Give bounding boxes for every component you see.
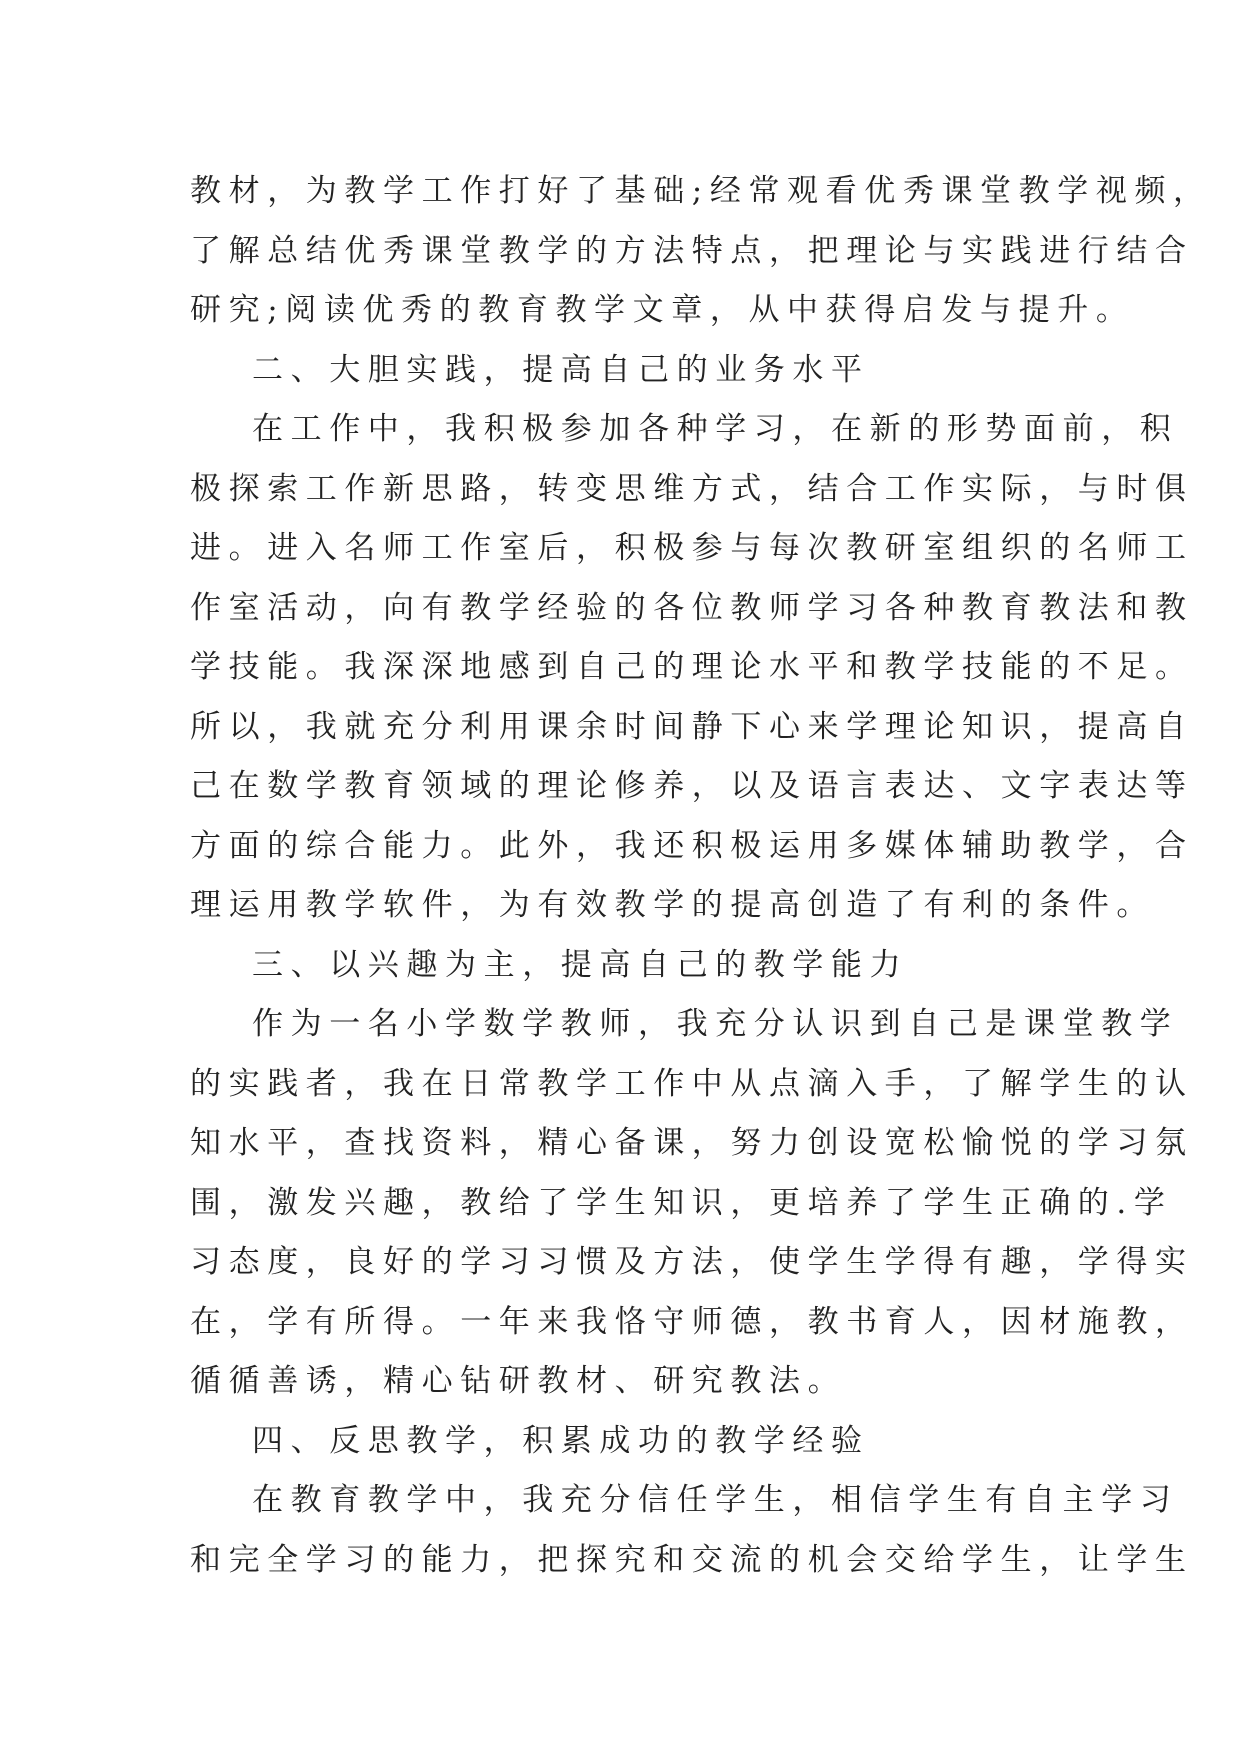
document-body bbox=[190, 162, 1212, 1590]
text-line: 作为一名小学数学教师，我充分认识到自己是课堂教学 bbox=[252, 1006, 1179, 1042]
text-line: 了解总结优秀课堂教学的方法特点，把理论与实践进行结合 bbox=[190, 232, 1194, 269]
text-line: 理运用教学软件，为有效教学的提高创造了有利的条件。 bbox=[190, 887, 1155, 923]
text-line: 在工作中，我积极参加各种学习，在新的形势面前，积 bbox=[252, 411, 1179, 447]
text-line: 研究;阅读优秀的教育教学文章，从中获得启发与提升。 bbox=[190, 292, 1135, 328]
text-line: 方面的综合能力。此外，我还积极运用多媒体辅助教学，合 bbox=[190, 827, 1194, 864]
text-line: 习态度，良好的学习习惯及方法，使学生学得有趣，学得实 bbox=[190, 1244, 1194, 1280]
text-line: 知水平，查找资料，精心备课，努力创设宽松愉悦的学习氛 bbox=[190, 1125, 1194, 1161]
section-heading: 四、反思教学，积累成功的教学经验 bbox=[252, 1422, 870, 1459]
text-line: 作室活动，向有教学经验的各位教师学习各种教育教法和教 bbox=[190, 589, 1194, 626]
text-line: 在，学有所得。一年来我恪守师德，教书育人，因材施教， bbox=[190, 1303, 1194, 1340]
text-line: 极探索工作新思路，转变思维方式，结合工作实际，与时俱 bbox=[190, 470, 1194, 507]
section-heading: 三、以兴趣为主，提高自己的教学能力 bbox=[252, 946, 909, 983]
text-line: 己在数学教育领域的理论修养，以及语言表达、文字表达等 bbox=[190, 768, 1194, 804]
text-line: 和完全学习的能力，把探究和交流的机会交给学生，让学生 bbox=[190, 1541, 1194, 1578]
text-line: 的实践者，我在日常教学工作中从点滴入手，了解学生的认 bbox=[190, 1065, 1194, 1102]
text-line: 学技能。我深深地感到自己的理论水平和教学技能的不足。 bbox=[190, 649, 1194, 685]
text-line: 围，激发兴趣，教给了学生知识，更培养了学生正确的.学 bbox=[190, 1184, 1173, 1221]
text-line: 所以，我就充分利用课余时间静下心来学理论知识，提高自 bbox=[190, 708, 1194, 745]
text-line: 进。进入名师工作室后，积极参与每次教研室组织的名师工 bbox=[190, 530, 1194, 566]
text-line: 在教育教学中，我充分信任学生，相信学生有自主学习 bbox=[252, 1482, 1179, 1518]
text-line: 循循善诱，精心钻研教材、研究教法。 bbox=[190, 1363, 847, 1399]
section-heading: 二、大胆实践，提高自己的业务水平 bbox=[252, 351, 870, 388]
text-line: 教材，为教学工作打好了基础;经常观看优秀课堂教学视频， bbox=[190, 173, 1212, 209]
